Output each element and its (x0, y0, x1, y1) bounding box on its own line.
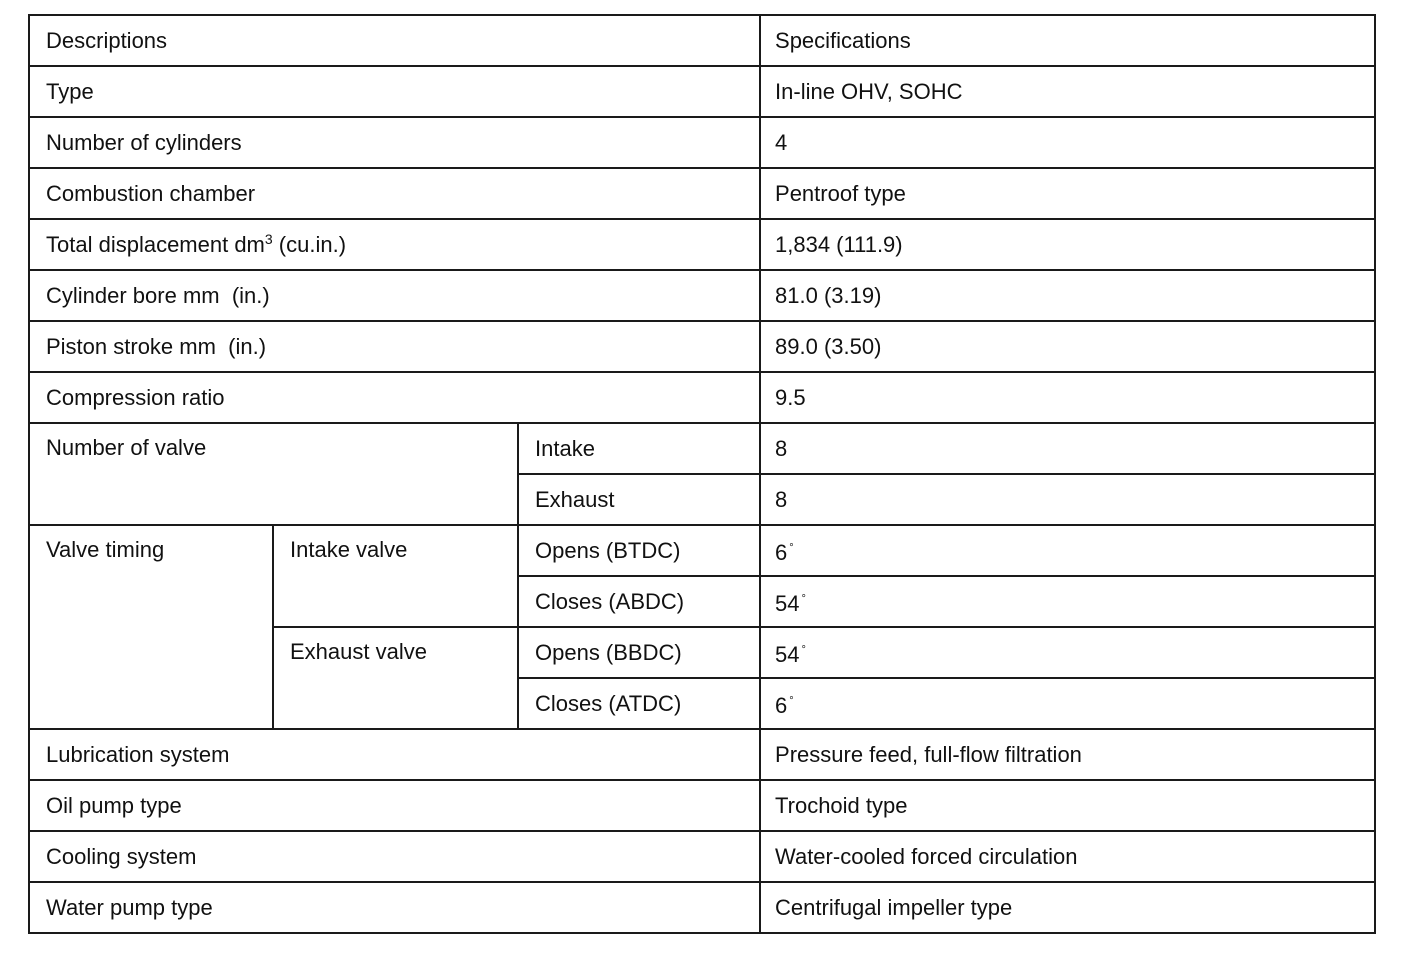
valves-intake-label: Intake (518, 423, 760, 474)
valves-exhaust-label: Exhaust (518, 474, 760, 525)
descriptions-header: Descriptions (29, 15, 760, 66)
displacement-label-suffix: (cu.in.) (272, 231, 347, 257)
oil-pump-label: Oil pump type (29, 780, 760, 831)
type-value: In-line OHV, SOHC (760, 66, 1375, 117)
displacement-label-sup: 3 (264, 230, 273, 247)
stroke-label: Piston stroke mm (in.) (29, 321, 760, 372)
cooling-label: Cooling system (29, 831, 760, 882)
type-label: Type (29, 66, 760, 117)
lubrication-label: Lubrication system (29, 729, 760, 780)
intake-closes-number: 54 (775, 591, 800, 616)
exhaust-valve-label: Exhaust valve (273, 627, 518, 729)
intake-opens-value (760, 525, 1375, 576)
degree-symbol: ° (801, 593, 806, 605)
valve-timing-label: Valve timing (29, 525, 273, 729)
oil-pump-value: Trochoid type (760, 780, 1375, 831)
table-row (29, 372, 1375, 423)
degree-symbol: ° (801, 644, 806, 656)
cooling-value: Water-cooled forced circulation (760, 831, 1375, 882)
valves-intake-value: 8 (760, 423, 1375, 474)
intake-valve-label: Intake valve (273, 525, 518, 627)
valves-exhaust-value: 8 (760, 474, 1375, 525)
combustion-label: Combustion chamber (29, 168, 760, 219)
table-row (29, 423, 1375, 474)
exhaust-closes-value (760, 678, 1375, 729)
displacement-label-prefix: Total displacement dm (46, 231, 265, 257)
table-row (29, 117, 1375, 168)
table-row (29, 270, 1375, 321)
table-row (29, 780, 1375, 831)
degree-symbol: ° (789, 542, 794, 554)
table-row (29, 321, 1375, 372)
bore-label: Cylinder bore mm (in.) (29, 270, 760, 321)
valves-label: Number of valve (29, 423, 518, 525)
exhaust-opens-value (760, 627, 1375, 678)
table-row (29, 525, 1375, 576)
table-row (29, 219, 1375, 270)
table-row (29, 66, 1375, 117)
stroke-value: 89.0 (3.50) (760, 321, 1375, 372)
combustion-value: Pentroof type (760, 168, 1375, 219)
displacement-value: 1,834 (111.9) (760, 219, 1375, 270)
compression-value: 9.5 (760, 372, 1375, 423)
bore-value: 81.0 (3.19) (760, 270, 1375, 321)
specifications-header: Specifications (760, 15, 1375, 66)
exhaust-closes-label: Closes (ATDC) (518, 678, 760, 729)
degree-symbol: ° (789, 695, 794, 707)
exhaust-opens-number: 54 (775, 642, 800, 667)
intake-opens-number: 6 (775, 540, 788, 565)
water-pump-value: Centrifugal impeller type (760, 882, 1375, 933)
intake-closes-label: Closes (ABDC) (518, 576, 760, 627)
intake-opens-label: Opens (BTDC) (518, 525, 760, 576)
exhaust-closes-number: 6 (775, 693, 788, 718)
exhaust-opens-label: Opens (BBDC) (518, 627, 760, 678)
intake-closes-value (760, 576, 1375, 627)
displacement-label (29, 219, 760, 270)
table-row (29, 729, 1375, 780)
cylinders-value: 4 (760, 117, 1375, 168)
table-row (29, 882, 1375, 933)
table-header-row (29, 15, 1375, 66)
engine-spec-table (28, 14, 1376, 934)
cylinders-label: Number of cylinders (29, 117, 760, 168)
table-row (29, 168, 1375, 219)
compression-label: Compression ratio (29, 372, 760, 423)
water-pump-label: Water pump type (29, 882, 760, 933)
lubrication-value: Pressure feed, full-flow filtration (760, 729, 1375, 780)
table-row (29, 831, 1375, 882)
